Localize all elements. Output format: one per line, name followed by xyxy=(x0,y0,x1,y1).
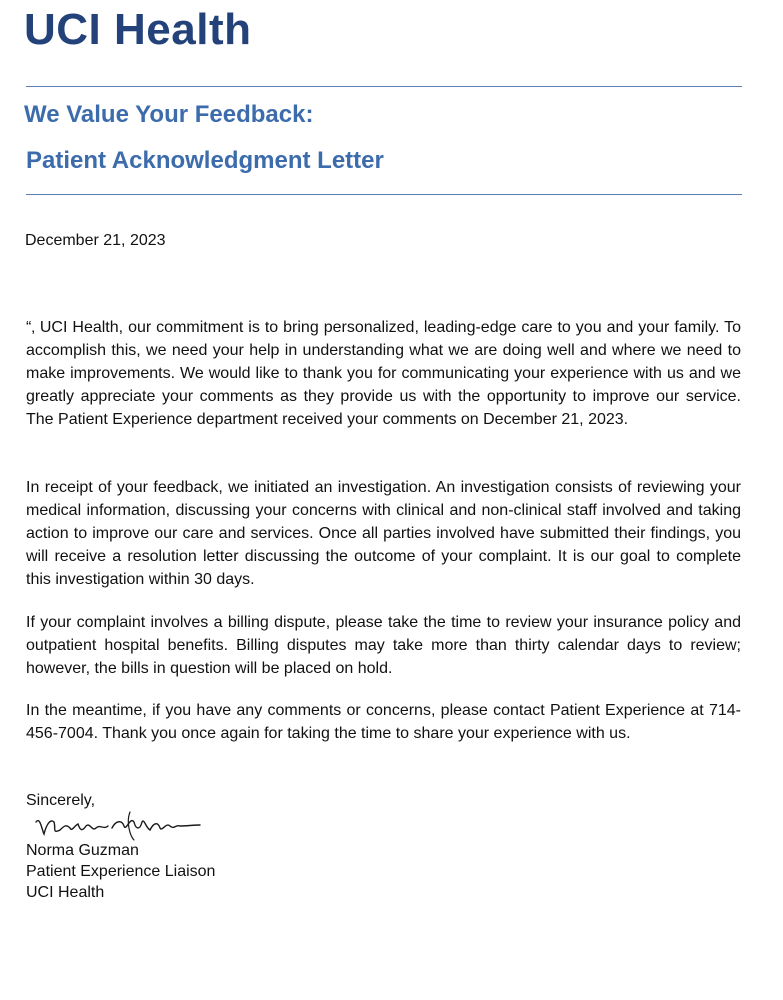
handwritten-signature xyxy=(30,808,205,842)
header-divider-top xyxy=(26,86,742,87)
paragraph-investigation: In receipt of your feedback, we initiated an investigation. An investigation consists of reviewing your medical information, discussing your concerns with clinical and non-clinical staff involved and taking action to improve our care and services. Once all parties involved have submitted their findings, you will receive a resolution letter discussing the outcome of your complaint. It is our goal to complete this investigation within 30 days. xyxy=(26,479,741,588)
signer-title: Patient Experience Liaison xyxy=(26,863,216,880)
header-divider-bottom xyxy=(26,194,742,195)
paragraph-billing: If your complaint involves a billing dispute, please take the time to review your insurance policy and outpatient hospital benefits. Billing disputes may take more than thirty calendar days to review; however, the bills in question will be placed on hold. xyxy=(26,614,741,677)
signer-organization: UCI Health xyxy=(26,884,105,901)
uci-health-logo: UCI Health xyxy=(24,5,252,54)
signer-block xyxy=(26,840,215,903)
paragraph-contact: In the meantime, if you have any comments or concerns, please contact Patient Experience at 714-456-7004. Thank you once again for taking the time to share your experience with us. xyxy=(26,702,741,742)
letter-title: Patient Acknowledgment Letter xyxy=(26,147,384,174)
signer-name: Norma Guzman xyxy=(26,842,139,859)
letter-date: December 21, 2023 xyxy=(25,232,166,249)
paragraph-commitment: “‚ UCI Health, our commitment is to bring personalized, leading-edge care to you and your family. To accomplish this, we need your help in understanding what we are doing well and where we need to make improvements. We would like to thank you for communicating your experience with us and we greatly appreciate your comments as they provide us with the opportunity to improve our service. The Patient Experience department received your comments on December 21, 2023. xyxy=(26,319,741,428)
feedback-heading: We Value Your Feedback: xyxy=(24,101,314,128)
closing-salutation: Sincerely, xyxy=(26,792,96,809)
